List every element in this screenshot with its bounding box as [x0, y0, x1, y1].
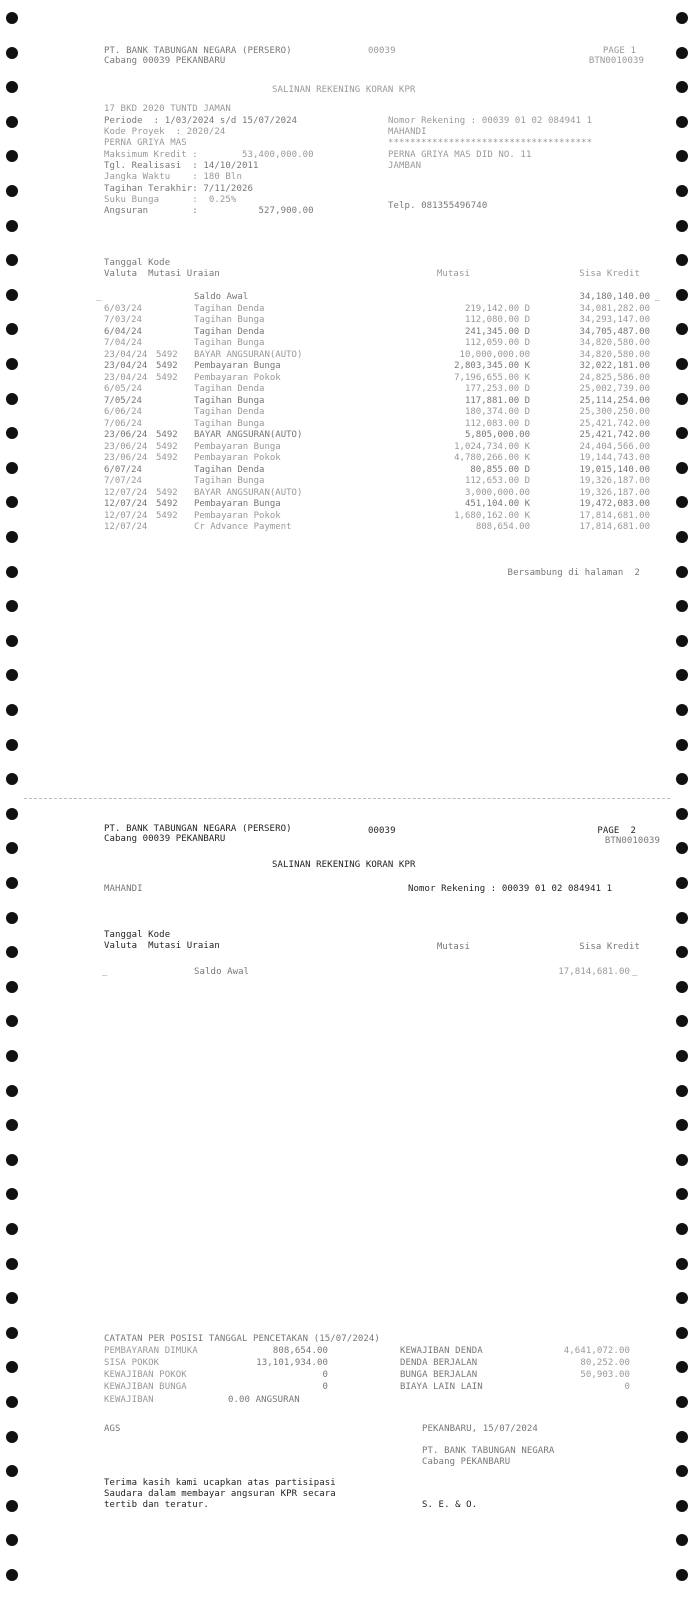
page-label: PAGE 1 — [602, 46, 636, 56]
feed-hole — [676, 185, 688, 197]
row-code: 5492 — [156, 499, 178, 509]
table-row — [104, 361, 650, 373]
feed-hole — [6, 462, 18, 474]
row-mutasi: 180,374.00 D — [464, 407, 530, 417]
summary-value: 0.00 ANGSURAN — [228, 1395, 300, 1405]
row-code: 5492 — [156, 487, 178, 498]
feed-hole — [676, 1361, 688, 1373]
info-line: PERNA GRIYA MAS DID NO. 11 — [388, 150, 532, 160]
feed-hole — [676, 635, 688, 647]
feed-hole — [676, 877, 688, 889]
row-desc: Pembayaran Pokok — [194, 372, 281, 383]
feed-hole — [676, 116, 688, 128]
table-row — [104, 453, 650, 465]
bank-name: PT. BANK TABUNGAN NEGARA (PERSERO) — [104, 46, 292, 56]
table-row — [104, 373, 650, 385]
row-code: 5492 — [156, 372, 178, 383]
row-saldo: 25,002,739.00 — [579, 384, 650, 394]
row-date: 12/07/24 — [104, 510, 148, 521]
row-saldo: 34,820,580.00 — [579, 338, 650, 348]
feed-hole — [6, 1396, 18, 1408]
feed-hole — [6, 877, 18, 889]
table-row — [104, 499, 650, 511]
page-perforation — [24, 798, 670, 799]
row-date: 6/04/24 — [104, 326, 142, 337]
row-saldo: 24,404,566.00 — [579, 441, 650, 452]
signature-bank: PT. BANK TABUNGAN NEGARA — [422, 1446, 555, 1456]
feed-hole — [6, 12, 18, 24]
row-desc: Tagihan Denda — [194, 464, 265, 475]
feed-hole — [676, 462, 688, 474]
feed-hole — [676, 600, 688, 612]
feed-hole — [676, 12, 688, 24]
closing-note: S. E. & O. — [422, 1500, 478, 1510]
table-row — [104, 396, 650, 408]
col-header-mutasi: Mutasi — [436, 942, 470, 952]
feed-hole — [676, 1431, 688, 1443]
summary-value: 4,641,072.00 — [563, 1346, 630, 1356]
row-mutasi: 219,142.00 D — [464, 303, 530, 314]
info-line: PERNA GRIYA MAS — [104, 138, 187, 148]
feed-hole — [6, 116, 18, 128]
info-line: Tgl. Realisasi : 14/10/2011 — [104, 161, 259, 171]
opening-saldo: 17,814,681.00 — [558, 967, 630, 977]
summary-value: 808,654.00 — [272, 1346, 328, 1356]
row-mutasi: 177,253.00 D — [464, 384, 530, 394]
table-row — [104, 476, 650, 488]
feed-hole — [676, 912, 688, 924]
feed-hole — [6, 1534, 18, 1546]
page-title: SALINAN REKENING KORAN KPR — [272, 85, 416, 95]
feed-hole — [676, 1292, 688, 1304]
row-code: 5492 — [156, 349, 178, 360]
feed-hole — [676, 1223, 688, 1235]
row-desc: Saldo Awal — [194, 292, 249, 302]
feed-hole — [676, 1569, 688, 1581]
table-row — [104, 419, 650, 431]
row-desc: Tagihan Bunga — [194, 476, 265, 486]
row-mutasi: 112,059.00 D — [464, 338, 530, 348]
row-mutasi: 451,104.00 K — [464, 499, 530, 509]
summary-value: 0 — [322, 1382, 328, 1392]
row-mutasi: 808,654.00 — [475, 522, 530, 532]
info-line: Suku Bunga : 0.25% — [104, 195, 237, 205]
row-marker: _ — [654, 292, 660, 302]
feed-hole — [676, 393, 688, 405]
row-desc: Pembayaran Pokok — [194, 453, 281, 463]
row-saldo: 19,144,743.00 — [579, 453, 650, 463]
row-mutasi: 80,855.00 D — [470, 464, 530, 475]
summary-label: BIAYA LAIN LAIN — [400, 1382, 483, 1392]
col-header-line1: Tanggal Kode — [104, 258, 171, 268]
row-saldo: 34,081,282.00 — [579, 303, 650, 314]
feed-hole — [676, 1119, 688, 1131]
feed-hole — [676, 427, 688, 439]
doc-code: BTN0010039 — [588, 56, 644, 66]
table-row — [104, 304, 650, 316]
feed-hole — [676, 496, 688, 508]
feed-hole — [6, 635, 18, 647]
feed-hole — [676, 946, 688, 958]
row-saldo: 17,814,681.00 — [579, 522, 650, 532]
feed-hole — [676, 254, 688, 266]
row-date: 23/06/24 — [104, 453, 148, 463]
row-saldo: 25,300,250.00 — [579, 407, 650, 417]
row-desc: BAYAR ANGSURAN(AUTO) — [194, 487, 303, 498]
feed-hole — [6, 47, 18, 59]
page-label: PAGE 2 — [597, 826, 636, 836]
feed-hole — [6, 808, 18, 820]
feed-hole — [676, 47, 688, 59]
doc-code: BTN0010039 — [604, 836, 660, 846]
summary-label: BUNGA BERJALAN — [400, 1370, 478, 1380]
feed-hole — [676, 1015, 688, 1027]
row-desc: Pembayaran Pokok — [194, 510, 281, 521]
feed-hole — [676, 289, 688, 301]
info-line: 17 BKD 2020 TUNTD JAMAN — [104, 104, 231, 114]
feed-hole — [676, 1050, 688, 1062]
feed-hole — [676, 1258, 688, 1270]
feed-hole — [6, 323, 18, 335]
row-desc: Tagihan Bunga — [194, 338, 265, 348]
feed-hole — [6, 704, 18, 716]
feed-hole — [6, 739, 18, 751]
thanks-line: tertib dan teratur. — [104, 1500, 209, 1510]
branch-code: 00039 — [368, 826, 396, 836]
feed-hole — [676, 358, 688, 370]
feed-hole — [676, 566, 688, 578]
row-desc: Tagihan Denda — [194, 326, 265, 337]
feed-hole — [676, 81, 688, 93]
feed-hole — [676, 739, 688, 751]
row-code: 5492 — [156, 510, 178, 521]
branch-code: 00039 — [368, 46, 396, 56]
info-line: Periode : 1/03/2024 s/d 15/07/2024 — [104, 116, 298, 126]
row-saldo: 34,820,580.00 — [579, 349, 650, 360]
feed-hole — [6, 1569, 18, 1581]
left-tractor-holes — [0, 0, 24, 1600]
feed-hole — [6, 1050, 18, 1062]
row-saldo: 19,472,083.00 — [579, 499, 650, 509]
row-desc: Cr Advance Payment — [194, 522, 292, 532]
row-mutasi: 4,780,266.00 K — [454, 453, 530, 463]
feed-hole — [6, 496, 18, 508]
row-date: 12/07/24 — [104, 522, 148, 532]
row-date: 7/06/24 — [104, 418, 142, 429]
feed-hole — [6, 1085, 18, 1097]
row-saldo: 25,421,742.00 — [579, 418, 650, 429]
table-row — [96, 292, 660, 304]
table-row — [104, 442, 650, 454]
row-desc: Tagihan Bunga — [194, 395, 265, 406]
feed-hole — [6, 358, 18, 370]
row-desc: BAYAR ANGSURAN(AUTO) — [194, 349, 303, 360]
col-header-saldo: Sisa Kredit — [579, 942, 640, 952]
row-date: 7/03/24 — [104, 315, 142, 325]
feed-hole — [6, 773, 18, 785]
feed-hole — [676, 808, 688, 820]
info-line: Maksimum Kredit : 53,400,000.00 — [104, 150, 314, 160]
col-header-line2: Valuta Mutasi Uraian — [104, 269, 220, 279]
account-number: Nomor Rekening : 00039 01 02 084941 1 — [408, 884, 613, 894]
info-line: Jangka Waktu : 180 Bln — [104, 172, 242, 182]
row-mutasi: 7,196,655.00 K — [454, 372, 530, 383]
row-saldo: 19,326,187.00 — [579, 487, 650, 498]
feed-hole — [676, 323, 688, 335]
table-row — [104, 430, 650, 442]
info-line: Tagihan Terakhir: 7/11/2026 — [104, 184, 253, 194]
feed-hole — [676, 1154, 688, 1166]
feed-hole — [6, 1465, 18, 1477]
feed-hole — [6, 81, 18, 93]
branch-name: Cabang 00039 PEKANBARU — [104, 834, 226, 844]
row-date: 23/04/24 — [104, 349, 148, 360]
row-mutasi: 5,805,000.00 — [464, 430, 530, 440]
feed-hole — [6, 150, 18, 162]
feed-hole — [6, 842, 18, 854]
info-line: MAHANDI — [388, 127, 427, 137]
thanks-line: Terima kasih kami ucapkan atas partisipasi — [104, 1478, 336, 1488]
thanks-line: Saudara dalam membayar angsuran KPR secara — [104, 1489, 336, 1499]
row-mutasi: 2,803,345.00 K — [454, 361, 530, 371]
row-date: 6/03/24 — [104, 303, 142, 314]
row-date: 23/06/24 — [104, 430, 148, 440]
row-desc: Tagihan Bunga — [194, 418, 265, 429]
row-saldo: 25,114,254.00 — [579, 395, 650, 406]
table-row — [104, 465, 650, 477]
row-saldo: 34,293,147.00 — [579, 315, 650, 325]
summary-label: DENDA BERJALAN — [400, 1358, 478, 1368]
row-desc: Pembayaran Bunga — [194, 499, 281, 509]
row-saldo: 19,326,187.00 — [579, 476, 650, 486]
row-saldo: 34,705,487.00 — [579, 326, 650, 337]
summary-value: 0 — [322, 1370, 328, 1380]
table-row — [104, 350, 650, 362]
feed-hole — [6, 1015, 18, 1027]
feed-hole — [676, 1534, 688, 1546]
feed-hole — [676, 1327, 688, 1339]
row-saldo: 25,421,742.00 — [579, 430, 650, 440]
summary-label: SISA POKOK — [104, 1358, 160, 1368]
branch-name: Cabang 00039 PEKANBARU — [104, 56, 226, 66]
summary-value: 50,903.00 — [580, 1370, 630, 1380]
row-code: 5492 — [156, 453, 178, 463]
row-mutasi: 117,881.00 D — [464, 395, 530, 406]
feed-hole — [6, 1223, 18, 1235]
bank-name: PT. BANK TABUNGAN NEGARA (PERSERO) — [104, 824, 292, 834]
col-header-line2: Valuta Mutasi Uraian — [104, 941, 220, 951]
info-line: Nomor Rekening : 00039 01 02 084941 1 — [388, 116, 593, 126]
table-row — [104, 511, 650, 523]
row-mutasi: 112,083.00 D — [464, 418, 530, 429]
row-saldo: 19,015,140.00 — [579, 464, 650, 475]
page-title: SALINAN REKENING KORAN KPR — [272, 860, 416, 870]
info-line: Kode Proyek : 2020/24 — [104, 127, 226, 137]
row-desc: Tagihan Denda — [194, 303, 265, 314]
feed-hole — [6, 185, 18, 197]
col-header-mutasi: Mutasi — [436, 269, 470, 279]
col-header-saldo: Sisa Kredit — [579, 269, 640, 279]
row-marker: _ — [632, 967, 638, 977]
table-row — [104, 338, 650, 350]
feed-hole — [676, 773, 688, 785]
summary-label: KEWAJIBAN BUNGA — [104, 1382, 187, 1392]
table-row — [104, 315, 650, 327]
row-date: 23/04/24 — [104, 372, 148, 383]
feed-hole — [6, 531, 18, 543]
info-line: Telp. 081355496740 — [388, 201, 488, 211]
summary-label: KEWAJIBAN DENDA — [400, 1346, 483, 1356]
row-date: 12/07/24 — [104, 499, 148, 509]
row-date: 7/05/24 — [104, 395, 142, 406]
feed-hole — [6, 220, 18, 232]
row-date: 7/04/24 — [104, 338, 142, 348]
feed-hole — [6, 946, 18, 958]
feed-hole — [676, 1465, 688, 1477]
feed-hole — [6, 1431, 18, 1443]
row-date: 7/07/24 — [104, 476, 142, 486]
row-code: 5492 — [156, 441, 178, 452]
row-code: 5492 — [156, 361, 178, 371]
continued-note: Bersambung di halaman 2 — [507, 568, 640, 578]
row-mutasi: 241,345.00 D — [464, 326, 530, 337]
feed-hole — [6, 1500, 18, 1512]
row-mutasi: 1,024,734.00 K — [454, 441, 530, 452]
summary-value: 80,252.00 — [580, 1358, 630, 1368]
info-line: Angsuran : 527,900.00 — [104, 206, 314, 216]
row-desc: Tagihan Bunga — [194, 315, 265, 325]
row-date: 6/07/24 — [104, 464, 142, 475]
summary-title: CATATAN PER POSISI TANGGAL PENCETAKAN (15/07/2024) — [104, 1334, 380, 1344]
feed-hole — [6, 393, 18, 405]
row-saldo: 34,180,140.00 — [579, 292, 650, 302]
customer-name: MAHANDI — [104, 884, 143, 894]
feed-hole — [6, 427, 18, 439]
row-date: 12/07/24 — [104, 487, 148, 498]
row-marker: _ — [96, 292, 102, 302]
feed-hole — [6, 254, 18, 266]
feed-hole — [6, 912, 18, 924]
feed-hole — [676, 1085, 688, 1097]
row-desc: Tagihan Denda — [194, 407, 265, 417]
feed-hole — [6, 1361, 18, 1373]
row-desc: Tagihan Denda — [194, 384, 265, 394]
feed-hole — [6, 600, 18, 612]
row-mutasi: 3,000,000.00 — [464, 487, 530, 498]
feed-hole — [676, 1500, 688, 1512]
feed-hole — [676, 842, 688, 854]
summary-label: KEWAJIBAN POKOK — [104, 1370, 187, 1380]
row-saldo: 17,814,681.00 — [579, 510, 650, 521]
feed-hole — [676, 150, 688, 162]
signer-code: AGS — [104, 1424, 121, 1434]
row-date: 6/06/24 — [104, 407, 142, 417]
row-marker: _ — [102, 967, 108, 977]
feed-hole — [676, 531, 688, 543]
feed-hole — [676, 981, 688, 993]
row-saldo: 24,825,586.00 — [579, 372, 650, 383]
table-row — [104, 488, 650, 500]
info-line: JAMBAN — [388, 161, 422, 171]
row-code: 5492 — [156, 430, 178, 440]
row-saldo: 32,022,181.00 — [579, 361, 650, 371]
table-row — [104, 407, 650, 419]
row-mutasi: 112,653.00 D — [464, 476, 530, 486]
place-date: PEKANBARU, 15/07/2024 — [422, 1424, 538, 1434]
feed-hole — [6, 1292, 18, 1304]
summary-value: 0 — [624, 1382, 630, 1392]
feed-hole — [6, 981, 18, 993]
feed-hole — [676, 704, 688, 716]
summary-label: KEWAJIBAN — [104, 1395, 154, 1405]
feed-hole — [6, 1154, 18, 1166]
table-row — [104, 384, 650, 396]
row-desc: BAYAR ANGSURAN(AUTO) — [194, 430, 303, 440]
row-mutasi: 112,080.00 D — [464, 315, 530, 325]
col-header-line1: Tanggal Kode — [104, 930, 171, 940]
summary-label: PEMBAYARAN DIMUKA — [104, 1346, 198, 1356]
feed-hole — [6, 1188, 18, 1200]
info-line: ************************************* — [388, 138, 593, 148]
row-date: 23/06/24 — [104, 441, 148, 452]
row-desc: Pembayaran Bunga — [194, 441, 281, 452]
feed-hole — [6, 1258, 18, 1270]
feed-hole — [676, 1396, 688, 1408]
feed-hole — [6, 1327, 18, 1339]
right-tractor-holes — [670, 0, 694, 1600]
feed-hole — [6, 1119, 18, 1131]
row-mutasi: 10,000,000.00 — [459, 349, 530, 360]
feed-hole — [676, 1188, 688, 1200]
feed-hole — [676, 669, 688, 681]
signature-branch: Cabang PEKANBARU — [422, 1457, 511, 1467]
feed-hole — [6, 289, 18, 301]
feed-hole — [676, 220, 688, 232]
summary-value: 13,101,934.00 — [256, 1358, 328, 1368]
row-date: 6/05/24 — [104, 384, 142, 394]
opening-desc: Saldo Awal — [194, 967, 250, 977]
table-row — [104, 327, 650, 339]
row-date: 23/04/24 — [104, 361, 148, 371]
row-mutasi: 1,680,162.00 K — [454, 510, 530, 521]
feed-hole — [6, 669, 18, 681]
row-desc: Pembayaran Bunga — [194, 361, 281, 371]
feed-hole — [6, 566, 18, 578]
table-row — [104, 522, 650, 534]
